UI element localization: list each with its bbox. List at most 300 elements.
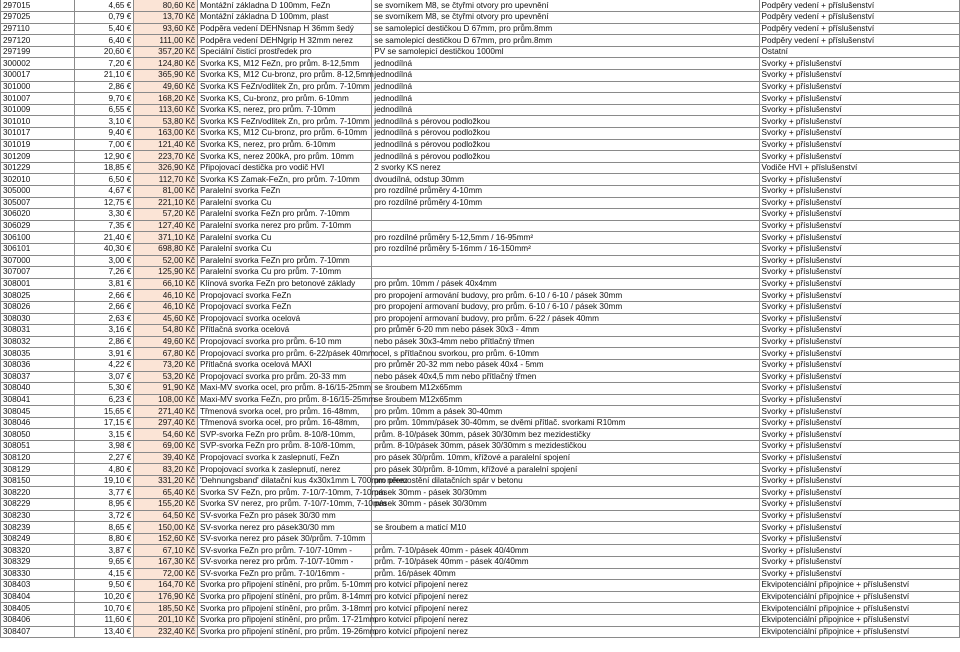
category-cell: Svorky + příslušenství <box>759 186 959 198</box>
table-row <box>1 580 960 592</box>
description-cell: SV-svorka nerez pro pásek30/30 mm <box>198 522 372 534</box>
price-eur-cell: 2,27 € <box>75 452 134 464</box>
price-eur-cell: 3,00 € <box>75 255 134 267</box>
note-cell: prům. 8-10/pásek 30mm, pásek 30/30mm bez mezidestičky <box>372 429 759 441</box>
note-cell: pro kotvicí připojení nerez <box>372 626 759 638</box>
price-eur-cell: 6,23 € <box>75 394 134 406</box>
category-cell: Svorky + příslušenství <box>759 475 959 487</box>
price-eur-cell: 3,81 € <box>75 278 134 290</box>
table-row <box>1 429 960 441</box>
note-cell: pro rozdílné průměry 4-10mm <box>372 186 759 198</box>
price-eur-cell: 21,10 € <box>75 70 134 82</box>
price-czk-cell: 365,90 Kč <box>134 70 198 82</box>
note-cell: pásek 30mm - pásek 30/30mm <box>372 499 759 511</box>
price-czk-cell: 52,00 Kč <box>134 255 198 267</box>
category-cell: Svorky + příslušenství <box>759 313 959 325</box>
note-cell: pro kotvicí připojení nerez <box>372 580 759 592</box>
note-cell <box>372 267 759 279</box>
table-row <box>1 116 960 128</box>
table-row <box>1 406 960 418</box>
price-eur-cell: 0,79 € <box>75 12 134 24</box>
price-czk-cell: 331,20 Kč <box>134 475 198 487</box>
description-cell: Paralelní svorka nerez pro prům. 7-10mm <box>198 220 372 232</box>
note-cell <box>372 220 759 232</box>
note-cell: pro prům. 10mm a pásek 30-40mm <box>372 406 759 418</box>
table-row <box>1 464 960 476</box>
price-czk-cell: 297,40 Kč <box>134 417 198 429</box>
item-code-cell: 297199 <box>1 46 75 58</box>
price-eur-cell: 4,67 € <box>75 186 134 198</box>
price-czk-cell: 49,60 Kč <box>134 81 198 93</box>
price-eur-cell: 21,40 € <box>75 232 134 244</box>
description-cell: Svorka KS, M12 Cu-bronz, pro prům. 6-10mm <box>198 128 372 140</box>
description-cell: Třmenová svorka ocel, pro prům. 16-48mm, <box>198 406 372 418</box>
description-cell: SV-svorka nerez pro pásek 30/prům. 7-10mm <box>198 533 372 545</box>
item-code-cell: 308050 <box>1 429 75 441</box>
price-eur-cell: 6,50 € <box>75 174 134 186</box>
table-row <box>1 336 960 348</box>
table-row <box>1 12 960 24</box>
category-cell: Svorky + příslušenství <box>759 348 959 360</box>
category-cell: Svorky + příslušenství <box>759 336 959 348</box>
price-czk-cell: 121,40 Kč <box>134 139 198 151</box>
description-cell: Paralelní svorka Cu <box>198 197 372 209</box>
table-row <box>1 325 960 337</box>
price-czk-cell: 150,00 Kč <box>134 522 198 534</box>
price-czk-cell: 155,20 Kč <box>134 499 198 511</box>
price-czk-cell: 67,80 Kč <box>134 348 198 360</box>
item-code-cell: 308030 <box>1 313 75 325</box>
price-czk-cell: 80,60 Kč <box>134 0 198 12</box>
description-cell: Svorka pro připojení stínění, pro prům. 5-10mm <box>198 580 372 592</box>
price-czk-cell: 57,20 Kč <box>134 209 198 221</box>
note-cell: se svorníkem M8, se čtyřmi otvory pro upevnění <box>372 0 759 12</box>
item-code-cell: 308229 <box>1 499 75 511</box>
note-cell: pro kotvicí připojení nerez <box>372 614 759 626</box>
price-eur-cell: 4,15 € <box>75 568 134 580</box>
category-cell: Svorky + příslušenství <box>759 545 959 557</box>
table-row <box>1 243 960 255</box>
table-row <box>1 70 960 82</box>
table-row <box>1 452 960 464</box>
description-cell: Svorka KS, Cu-bronz, pro prům. 6-10mm <box>198 93 372 105</box>
note-cell: se samolepicí destičkou D 67mm, pro prům.8mm <box>372 23 759 35</box>
price-eur-cell: 2,63 € <box>75 313 134 325</box>
category-cell: Svorky + příslušenství <box>759 174 959 186</box>
description-cell: Paralelní svorka FeZn pro prům. 7-10mm <box>198 255 372 267</box>
price-czk-cell: 39,40 Kč <box>134 452 198 464</box>
price-eur-cell: 7,20 € <box>75 58 134 70</box>
price-eur-cell: 7,00 € <box>75 139 134 151</box>
category-cell: Svorky + příslušenství <box>759 557 959 569</box>
price-czk-cell: 66,10 Kč <box>134 278 198 290</box>
price-czk-cell: 167,30 Kč <box>134 557 198 569</box>
item-code-cell: 308037 <box>1 371 75 383</box>
table-row <box>1 0 960 12</box>
category-cell: Svorky + příslušenství <box>759 220 959 232</box>
category-cell: Svorky + příslušenství <box>759 243 959 255</box>
price-czk-cell: 73,20 Kč <box>134 359 198 371</box>
note-cell: jednodílná s pérovou podložkou <box>372 151 759 163</box>
category-cell: Svorky + příslušenství <box>759 522 959 534</box>
item-code-cell: 301017 <box>1 128 75 140</box>
item-code-cell: 297015 <box>1 0 75 12</box>
category-cell: Ekvipotenciální připojnice + příslušenství <box>759 580 959 592</box>
price-czk-cell: 164,70 Kč <box>134 580 198 592</box>
table-row <box>1 394 960 406</box>
table-row <box>1 475 960 487</box>
note-cell: jednodílná <box>372 70 759 82</box>
note-cell: nebo pásek 30x3-4mm nebo přítlačný třmen <box>372 336 759 348</box>
note-cell: pro propojení armovaní budovy, pro prům. 6-22 / pásek 40mm <box>372 313 759 325</box>
price-czk-cell: 49,60 Kč <box>134 336 198 348</box>
note-cell: pro pásek 30/prům. 8-10mm, křížové a paralelní spojení <box>372 464 759 476</box>
item-code-cell: 307007 <box>1 267 75 279</box>
note-cell <box>372 533 759 545</box>
description-cell: SV-svorka FeZn pro pásek 30/30 mm <box>198 510 372 522</box>
item-code-cell: 302010 <box>1 174 75 186</box>
table-row <box>1 522 960 534</box>
price-eur-cell: 2,86 € <box>75 336 134 348</box>
description-cell: Přítlačná svorka ocelová <box>198 325 372 337</box>
item-code-cell: 301000 <box>1 81 75 93</box>
price-czk-cell: 271,40 Kč <box>134 406 198 418</box>
price-eur-cell: 19,10 € <box>75 475 134 487</box>
note-cell: jednodílná <box>372 58 759 70</box>
price-eur-cell: 10,20 € <box>75 591 134 603</box>
description-cell: Přítlačná svorka ocelová MAXI <box>198 359 372 371</box>
note-cell: prům. 8-10/pásek 30mm, pásek 30/30mm s mezidestičkou <box>372 441 759 453</box>
table-row <box>1 186 960 198</box>
item-code-cell: 308045 <box>1 406 75 418</box>
table-row <box>1 290 960 302</box>
table-row <box>1 23 960 35</box>
table-row <box>1 58 960 70</box>
table-row <box>1 151 960 163</box>
category-cell: Svorky + příslušenství <box>759 93 959 105</box>
description-cell: Svorka pro připojení stínění, pro prům. 8-14mm <box>198 591 372 603</box>
price-czk-cell: 113,60 Kč <box>134 104 198 116</box>
note-cell: pro přemostění dilatačních spár v betonu <box>372 475 759 487</box>
price-czk-cell: 357,20 Kč <box>134 46 198 58</box>
price-eur-cell: 3,30 € <box>75 209 134 221</box>
item-code-cell: 308404 <box>1 591 75 603</box>
description-cell: Svorka KS, M12 FeZn, pro prům. 8-12,5mm <box>198 58 372 70</box>
table-row <box>1 35 960 47</box>
category-cell: Ekvipotenciální připojnice + příslušenství <box>759 614 959 626</box>
item-code-cell: 308150 <box>1 475 75 487</box>
category-cell: Podpěry vedení + příslušenství <box>759 35 959 47</box>
item-code-cell: 308046 <box>1 417 75 429</box>
note-cell: jednodílná s pérovou podložkou <box>372 116 759 128</box>
price-czk-cell: 72,00 Kč <box>134 568 198 580</box>
note-cell: pro propojení armovaní budovy, pro prům. 6-10 / 6-10 / pásek 30mm <box>372 301 759 313</box>
price-eur-cell: 4,80 € <box>75 464 134 476</box>
description-cell: SV-svorka nerez pro prům. 7-10/7-10mm - <box>198 557 372 569</box>
price-czk-cell: 232,40 Kč <box>134 626 198 638</box>
item-code-cell: 308403 <box>1 580 75 592</box>
category-cell: Svorky + příslušenství <box>759 441 959 453</box>
table-row <box>1 209 960 221</box>
item-code-cell: 307000 <box>1 255 75 267</box>
category-cell: Svorky + příslušenství <box>759 70 959 82</box>
item-code-cell: 301019 <box>1 139 75 151</box>
category-cell: Svorky + příslušenství <box>759 58 959 70</box>
price-eur-cell: 40,30 € <box>75 243 134 255</box>
note-cell: pro rozdílné průměry 4-10mm <box>372 197 759 209</box>
table-row <box>1 139 960 151</box>
note-cell: pro kotvicí připojení nerez <box>372 603 759 615</box>
category-cell: Svorky + příslušenství <box>759 128 959 140</box>
table-row <box>1 232 960 244</box>
item-code-cell: 308032 <box>1 336 75 348</box>
price-czk-cell: 67,10 Kč <box>134 545 198 557</box>
price-czk-cell: 221,10 Kč <box>134 197 198 209</box>
item-code-cell: 308249 <box>1 533 75 545</box>
table-row <box>1 359 960 371</box>
price-eur-cell: 17,15 € <box>75 417 134 429</box>
price-czk-cell: 54,80 Kč <box>134 325 198 337</box>
price-eur-cell: 8,65 € <box>75 522 134 534</box>
price-czk-cell: 223,70 Kč <box>134 151 198 163</box>
price-eur-cell: 6,55 € <box>75 104 134 116</box>
price-eur-cell: 5,30 € <box>75 383 134 395</box>
description-cell: Svorka KS, nerez, pro prům. 6-10mm <box>198 139 372 151</box>
description-cell: Třmenová svorka ocel, pro prům. 16-48mm, <box>198 417 372 429</box>
note-cell: se šroubem a maticí M10 <box>372 522 759 534</box>
category-cell: Svorky + příslušenství <box>759 487 959 499</box>
item-code-cell: 308329 <box>1 557 75 569</box>
price-czk-cell: 65,40 Kč <box>134 487 198 499</box>
item-code-cell: 308407 <box>1 626 75 638</box>
item-code-cell: 305000 <box>1 186 75 198</box>
description-cell: Propojovací svorka FeZn <box>198 290 372 302</box>
description-cell: Podpěra vedení DEHNgrip H 32mm nerez <box>198 35 372 47</box>
price-eur-cell: 2,66 € <box>75 301 134 313</box>
table-row <box>1 441 960 453</box>
category-cell: Svorky + příslušenství <box>759 104 959 116</box>
item-code-cell: 301009 <box>1 104 75 116</box>
category-cell: Ostatní <box>759 46 959 58</box>
item-code-cell: 308320 <box>1 545 75 557</box>
table-row <box>1 545 960 557</box>
price-eur-cell: 3,77 € <box>75 487 134 499</box>
price-czk-cell: 371,10 Kč <box>134 232 198 244</box>
price-eur-cell: 6,40 € <box>75 35 134 47</box>
price-eur-cell: 2,66 € <box>75 290 134 302</box>
item-code-cell: 308026 <box>1 301 75 313</box>
description-cell: Svorka KS FeZn/odlitek Zn, pro prům. 7-10mm <box>198 116 372 128</box>
note-cell: se samolepicí destičkou D 67mm, pro prům.8mm <box>372 35 759 47</box>
item-code-cell: 308036 <box>1 359 75 371</box>
description-cell: Svorka KS FeZn/odlitek Zn, pro prům. 7-10mm <box>198 81 372 93</box>
price-czk-cell: 152,60 Kč <box>134 533 198 545</box>
price-eur-cell: 4,22 € <box>75 359 134 371</box>
item-code-cell: 306029 <box>1 220 75 232</box>
description-cell: Propojovací svorka k zaslepnutí, nerez <box>198 464 372 476</box>
price-eur-cell: 3,07 € <box>75 371 134 383</box>
price-czk-cell: 91,90 Kč <box>134 383 198 395</box>
item-code-cell: 301209 <box>1 151 75 163</box>
price-eur-cell: 8,95 € <box>75 499 134 511</box>
price-czk-cell: 54,60 Kč <box>134 429 198 441</box>
description-cell: Propojovací svorka FeZn <box>198 301 372 313</box>
price-eur-cell: 13,40 € <box>75 626 134 638</box>
item-code-cell: 308035 <box>1 348 75 360</box>
category-cell: Svorky + příslušenství <box>759 325 959 337</box>
description-cell: Speciální čisticí prostředek pro <box>198 46 372 58</box>
description-cell: Propojovací svorka pro prům. 20-33 mm <box>198 371 372 383</box>
table-row <box>1 313 960 325</box>
item-code-cell: 300017 <box>1 70 75 82</box>
category-cell: Svorky + příslušenství <box>759 301 959 313</box>
category-cell: Ekvipotenciální připojnice + příslušenství <box>759 591 959 603</box>
table-row <box>1 533 960 545</box>
description-cell: Paralelní svorka FeZn <box>198 186 372 198</box>
table-row <box>1 348 960 360</box>
category-cell: Svorky + příslušenství <box>759 452 959 464</box>
note-cell: pro průměr 6-20 mm nebo pásek 30x3 - 4mm <box>372 325 759 337</box>
note-cell <box>372 209 759 221</box>
price-eur-cell: 5,40 € <box>75 23 134 35</box>
table-row <box>1 557 960 569</box>
table-row <box>1 93 960 105</box>
note-cell: PV se samolepicí destičkou 1000ml <box>372 46 759 58</box>
item-code-cell: 305007 <box>1 197 75 209</box>
description-cell: Propojovací svorka ocelová <box>198 313 372 325</box>
item-code-cell: 308405 <box>1 603 75 615</box>
description-cell: Paralelní svorka Cu pro prům. 7-10mm <box>198 267 372 279</box>
category-cell: Svorky + příslušenství <box>759 394 959 406</box>
price-czk-cell: 127,40 Kč <box>134 220 198 232</box>
category-cell: Svorky + příslušenství <box>759 151 959 163</box>
description-cell: Svorka pro připojení stínění, pro prům. 19-26mm <box>198 626 372 638</box>
category-cell: Ekvipotenciální připojnice + příslušenství <box>759 603 959 615</box>
description-cell: Propojovací svorka k zaslepnutí, FeZn <box>198 452 372 464</box>
item-code-cell: 308041 <box>1 394 75 406</box>
table-row <box>1 626 960 638</box>
description-cell: Připojovací destička pro vodič HVI <box>198 162 372 174</box>
price-czk-cell: 163,00 Kč <box>134 128 198 140</box>
table-row <box>1 568 960 580</box>
category-cell: Svorky + příslušenství <box>759 417 959 429</box>
category-cell: Svorky + příslušenství <box>759 116 959 128</box>
note-cell: se svorníkem M8, se čtyřmi otvory pro upevnění <box>372 12 759 24</box>
note-cell: prům. 16/pásek 40mm <box>372 568 759 580</box>
note-cell: pro prům. 10mm / pásek 40x4mm <box>372 278 759 290</box>
price-list-body <box>1 0 960 638</box>
price-czk-cell: 64,50 Kč <box>134 510 198 522</box>
category-cell: Podpěry vedení + příslušenství <box>759 12 959 24</box>
price-eur-cell: 7,26 € <box>75 267 134 279</box>
price-eur-cell: 3,72 € <box>75 510 134 522</box>
price-czk-cell: 53,80 Kč <box>134 116 198 128</box>
category-cell: Podpěry vedení + příslušenství <box>759 0 959 12</box>
note-cell: se šroubem M12x65mm <box>372 383 759 395</box>
description-cell: Maxi-MV svorka FeZn, pro prům. 8-16/15-25mm <box>198 394 372 406</box>
category-cell: Svorky + příslušenství <box>759 510 959 522</box>
price-czk-cell: 176,90 Kč <box>134 591 198 603</box>
price-eur-cell: 3,98 € <box>75 441 134 453</box>
description-cell: SVP-svorka FeZn pro prům. 8-10/8-10mm, <box>198 429 372 441</box>
price-czk-cell: 112,70 Kč <box>134 174 198 186</box>
note-cell: nebo pásek 40x4,5 mm nebo přítlačný třmen <box>372 371 759 383</box>
price-czk-cell: 111,00 Kč <box>134 35 198 47</box>
price-czk-cell: 185,50 Kč <box>134 603 198 615</box>
item-code-cell: 301010 <box>1 116 75 128</box>
item-code-cell: 308330 <box>1 568 75 580</box>
table-row <box>1 371 960 383</box>
description-cell: Montážní základna D 100mm, FeZn <box>198 0 372 12</box>
item-code-cell: 308025 <box>1 290 75 302</box>
item-code-cell: 308040 <box>1 383 75 395</box>
item-code-cell: 308001 <box>1 278 75 290</box>
category-cell: Podpěry vedení + příslušenství <box>759 23 959 35</box>
note-cell: pro rozdílné průměry 5-16mm / 16-150mm² <box>372 243 759 255</box>
description-cell: Montážní základna D 100mm, plast <box>198 12 372 24</box>
description-cell: Klínová svorka FeZn pro betonové základy <box>198 278 372 290</box>
price-czk-cell: 53,20 Kč <box>134 371 198 383</box>
price-czk-cell: 108,00 Kč <box>134 394 198 406</box>
table-row <box>1 383 960 395</box>
category-cell: Svorky + příslušenství <box>759 232 959 244</box>
description-cell: Svorka KS Zamak-FeZn, pro prům. 7-10mm <box>198 174 372 186</box>
item-code-cell: 308230 <box>1 510 75 522</box>
note-cell: jednodílná <box>372 93 759 105</box>
price-eur-cell: 20,60 € <box>75 46 134 58</box>
description-cell: SV-svorka FeZn pro prům. 7-10/16mm - <box>198 568 372 580</box>
price-czk-cell: 168,20 Kč <box>134 93 198 105</box>
price-eur-cell: 7,35 € <box>75 220 134 232</box>
category-cell: Svorky + příslušenství <box>759 267 959 279</box>
price-eur-cell: 12,90 € <box>75 151 134 163</box>
table-row <box>1 278 960 290</box>
table-row <box>1 510 960 522</box>
item-code-cell: 297110 <box>1 23 75 35</box>
table-row <box>1 591 960 603</box>
price-czk-cell: 46,10 Kč <box>134 301 198 313</box>
price-czk-cell: 83,20 Kč <box>134 464 198 476</box>
price-eur-cell: 3,91 € <box>75 348 134 360</box>
note-cell: prům. 7-10/pásek 40mm - pásek 40/40mm <box>372 545 759 557</box>
note-cell <box>372 510 759 522</box>
category-cell: Svorky + příslušenství <box>759 406 959 418</box>
category-cell: Svorky + příslušenství <box>759 139 959 151</box>
description-cell: Svorka pro připojení stínění, pro prům. 3-18mm <box>198 603 372 615</box>
item-code-cell: 308406 <box>1 614 75 626</box>
note-cell: pro kotvicí připojení nerez <box>372 591 759 603</box>
price-eur-cell: 9,65 € <box>75 557 134 569</box>
note-cell: jednodílná s pérovou podložkou <box>372 139 759 151</box>
item-code-cell: 308220 <box>1 487 75 499</box>
price-czk-cell: 125,90 Kč <box>134 267 198 279</box>
price-eur-cell: 4,65 € <box>75 0 134 12</box>
category-cell: Svorky + příslušenství <box>759 499 959 511</box>
table-row <box>1 174 960 186</box>
price-eur-cell: 18,85 € <box>75 162 134 174</box>
description-cell: Svorka KS, nerez, pro prům. 7-10mm <box>198 104 372 116</box>
item-code-cell: 306020 <box>1 209 75 221</box>
item-code-cell: 308129 <box>1 464 75 476</box>
price-czk-cell: 326,90 Kč <box>134 162 198 174</box>
price-eur-cell: 3,87 € <box>75 545 134 557</box>
description-cell: Paralelní svorka Cu <box>198 243 372 255</box>
table-row <box>1 162 960 174</box>
note-cell: jednodílná <box>372 104 759 116</box>
table-row <box>1 417 960 429</box>
price-eur-cell: 8,80 € <box>75 533 134 545</box>
table-row <box>1 499 960 511</box>
